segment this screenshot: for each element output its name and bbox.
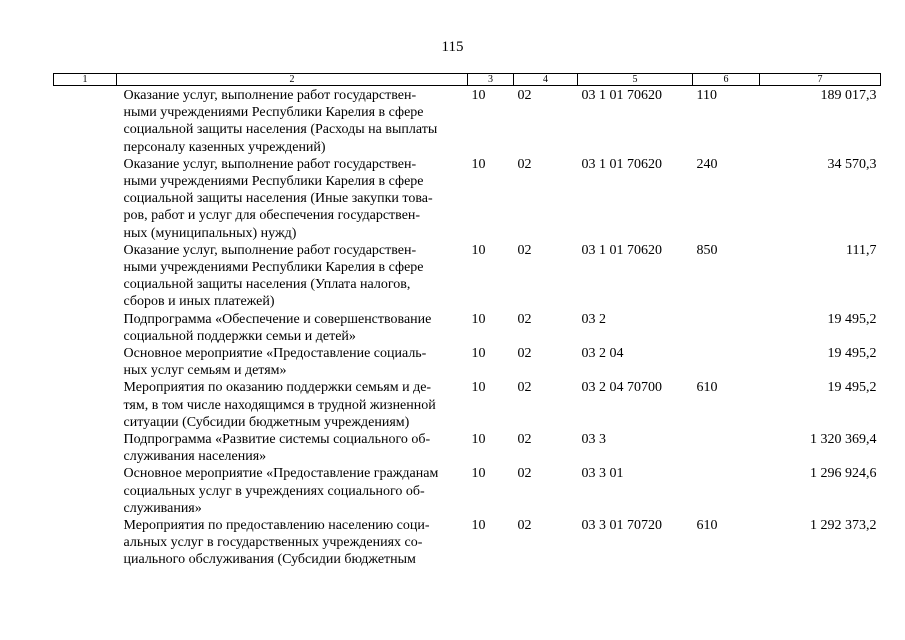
cell-description [117, 345, 468, 379]
cell-description [117, 311, 468, 345]
cell-expense-type [693, 345, 760, 379]
budget-table [53, 73, 881, 569]
table-row [54, 242, 881, 311]
description-line: Мероприятия по предоставлению населению соци- [123, 518, 430, 534]
cell-amount: 111,7 [846, 242, 877, 258]
description-line: ных (муниципальных) нужд) [123, 225, 297, 241]
column-number: 1 [54, 74, 117, 86]
cell-empty [54, 242, 117, 311]
cell-amount: 34 570,3 [827, 156, 877, 172]
cell-target-item: 03 1 01 70620 [581, 156, 662, 172]
column-number: 5 [578, 74, 693, 86]
description-line: ными учреждениями Республики Карелия в сфере [123, 105, 424, 121]
column-number: 3 [468, 74, 514, 86]
cell-empty [54, 431, 117, 465]
cell-expense-type: 610 [696, 518, 718, 534]
cell-section: 10 [471, 432, 486, 448]
cell-subsection: 02 [517, 518, 532, 534]
cell-amount: 1 292 373,2 [810, 518, 877, 534]
table-body [54, 86, 881, 569]
table-row [54, 465, 881, 517]
table-row [54, 156, 881, 242]
cell-subsection: 02 [517, 311, 532, 327]
cell-description [117, 156, 468, 242]
description-line: социальных услуг в учреждениях социального об- [123, 483, 425, 499]
description-line: персоналу казенных учреждений) [123, 139, 326, 155]
cell-expense-type: 110 [696, 88, 717, 103]
column-number: 4 [514, 74, 578, 86]
table-row [54, 345, 881, 379]
cell-amount: 19 495,2 [827, 380, 877, 396]
cell-target-item: 03 1 01 70620 [581, 242, 662, 258]
cell-empty [54, 86, 117, 156]
description-line: Основное мероприятие «Предоставление социаль- [123, 346, 427, 362]
description-line: социальной защиты населения (Уплата налогов, [123, 277, 411, 293]
description-line: ными учреждениями Республики Карелия в сфере [123, 174, 424, 190]
cell-expense-type: 240 [696, 156, 718, 172]
cell-description [117, 86, 468, 156]
cell-empty [54, 311, 117, 345]
cell-target-item: 03 2 04 70700 [581, 380, 662, 396]
cell-section: 10 [471, 88, 486, 103]
cell-target-item: 03 2 04 [581, 346, 624, 362]
table-row [54, 431, 881, 465]
cell-empty [54, 379, 117, 431]
cell-expense-type [693, 311, 760, 345]
description-line: ными учреждениями Республики Карелия в сфере [123, 260, 424, 276]
cell-empty [54, 465, 117, 517]
cell-description [117, 517, 468, 569]
description-line: тям, в том числе находящимся в трудной жизненной [123, 397, 436, 413]
cell-empty [54, 345, 117, 379]
cell-expense-type: 610 [696, 380, 718, 396]
column-number: 7 [760, 74, 881, 86]
column-number: 6 [693, 74, 760, 86]
cell-target-item: 03 1 01 70620 [581, 88, 662, 103]
description-line: Оказание услуг, выполнение работ государствен- [123, 242, 417, 258]
description-line: сборов и иных платежей) [123, 294, 275, 310]
description-line: ситуации (Субсидии бюджетным учреждениям) [123, 414, 410, 430]
cell-description [117, 431, 468, 465]
description-line: служивания» [123, 500, 202, 516]
cell-subsection: 02 [517, 156, 532, 172]
table-row [54, 379, 881, 431]
description-line: Подпрограмма «Развитие системы социального об- [123, 432, 431, 448]
cell-expense-type [693, 431, 760, 465]
cell-description [117, 465, 468, 517]
description-line: социальной поддержки семьи и детей» [123, 328, 356, 344]
cell-target-item: 03 3 01 70720 [581, 518, 662, 534]
cell-section: 10 [471, 346, 486, 362]
cell-subsection: 02 [517, 346, 532, 362]
description-line: ных услуг семьям и детям» [123, 363, 287, 379]
cell-target-item: 03 2 [581, 311, 606, 327]
column-number-row [54, 74, 881, 86]
cell-empty [54, 517, 117, 569]
cell-section: 10 [471, 242, 486, 258]
cell-amount: 19 495,2 [827, 346, 877, 362]
cell-section: 10 [471, 466, 486, 482]
description-line: ров, работ и услуг для обеспечения государствен- [123, 208, 421, 224]
description-line: социальной защиты населения (Расходы на выплаты [123, 122, 438, 138]
cell-expense-type [693, 465, 760, 517]
cell-subsection: 02 [517, 242, 532, 258]
cell-subsection: 02 [517, 380, 532, 396]
description-line: социальной защиты населения (Иные закупки това- [123, 191, 433, 207]
column-number: 2 [117, 74, 468, 86]
description-line: Оказание услуг, выполнение работ государствен- [123, 88, 417, 103]
cell-section: 10 [471, 311, 486, 327]
description-line: Оказание услуг, выполнение работ государствен- [123, 156, 417, 172]
cell-section: 10 [471, 518, 486, 534]
cell-amount: 1 296 924,6 [810, 466, 877, 482]
cell-section: 10 [471, 156, 486, 172]
cell-amount: 189 017,3 [820, 88, 877, 103]
cell-description [117, 242, 468, 311]
description-line: Мероприятия по оказанию поддержки семьям и де- [123, 380, 432, 396]
cell-amount: 1 320 369,4 [810, 432, 877, 448]
cell-amount: 19 495,2 [827, 311, 877, 327]
description-line: служивания населения» [123, 449, 267, 465]
cell-description [117, 379, 468, 431]
cell-target-item: 03 3 01 [581, 466, 624, 482]
cell-subsection: 02 [517, 432, 532, 448]
table-row [54, 311, 881, 345]
page-number: 115 [441, 39, 464, 55]
description-line: Подпрограмма «Обеспечение и совершенствование [123, 311, 432, 327]
description-line: альных услуг в государственных учреждениях со- [123, 535, 423, 551]
cell-subsection: 02 [517, 466, 532, 482]
cell-subsection: 02 [517, 88, 532, 103]
table-row [54, 86, 881, 156]
cell-empty [54, 156, 117, 242]
table-row [54, 517, 881, 569]
cell-section: 10 [471, 380, 486, 396]
cell-target-item: 03 3 [581, 432, 606, 448]
description-line: Основное мероприятие «Предоставление гражданам [123, 466, 439, 482]
description-line: циального обслуживания (Субсидии бюджетным [123, 552, 416, 568]
cell-expense-type: 850 [696, 242, 718, 258]
